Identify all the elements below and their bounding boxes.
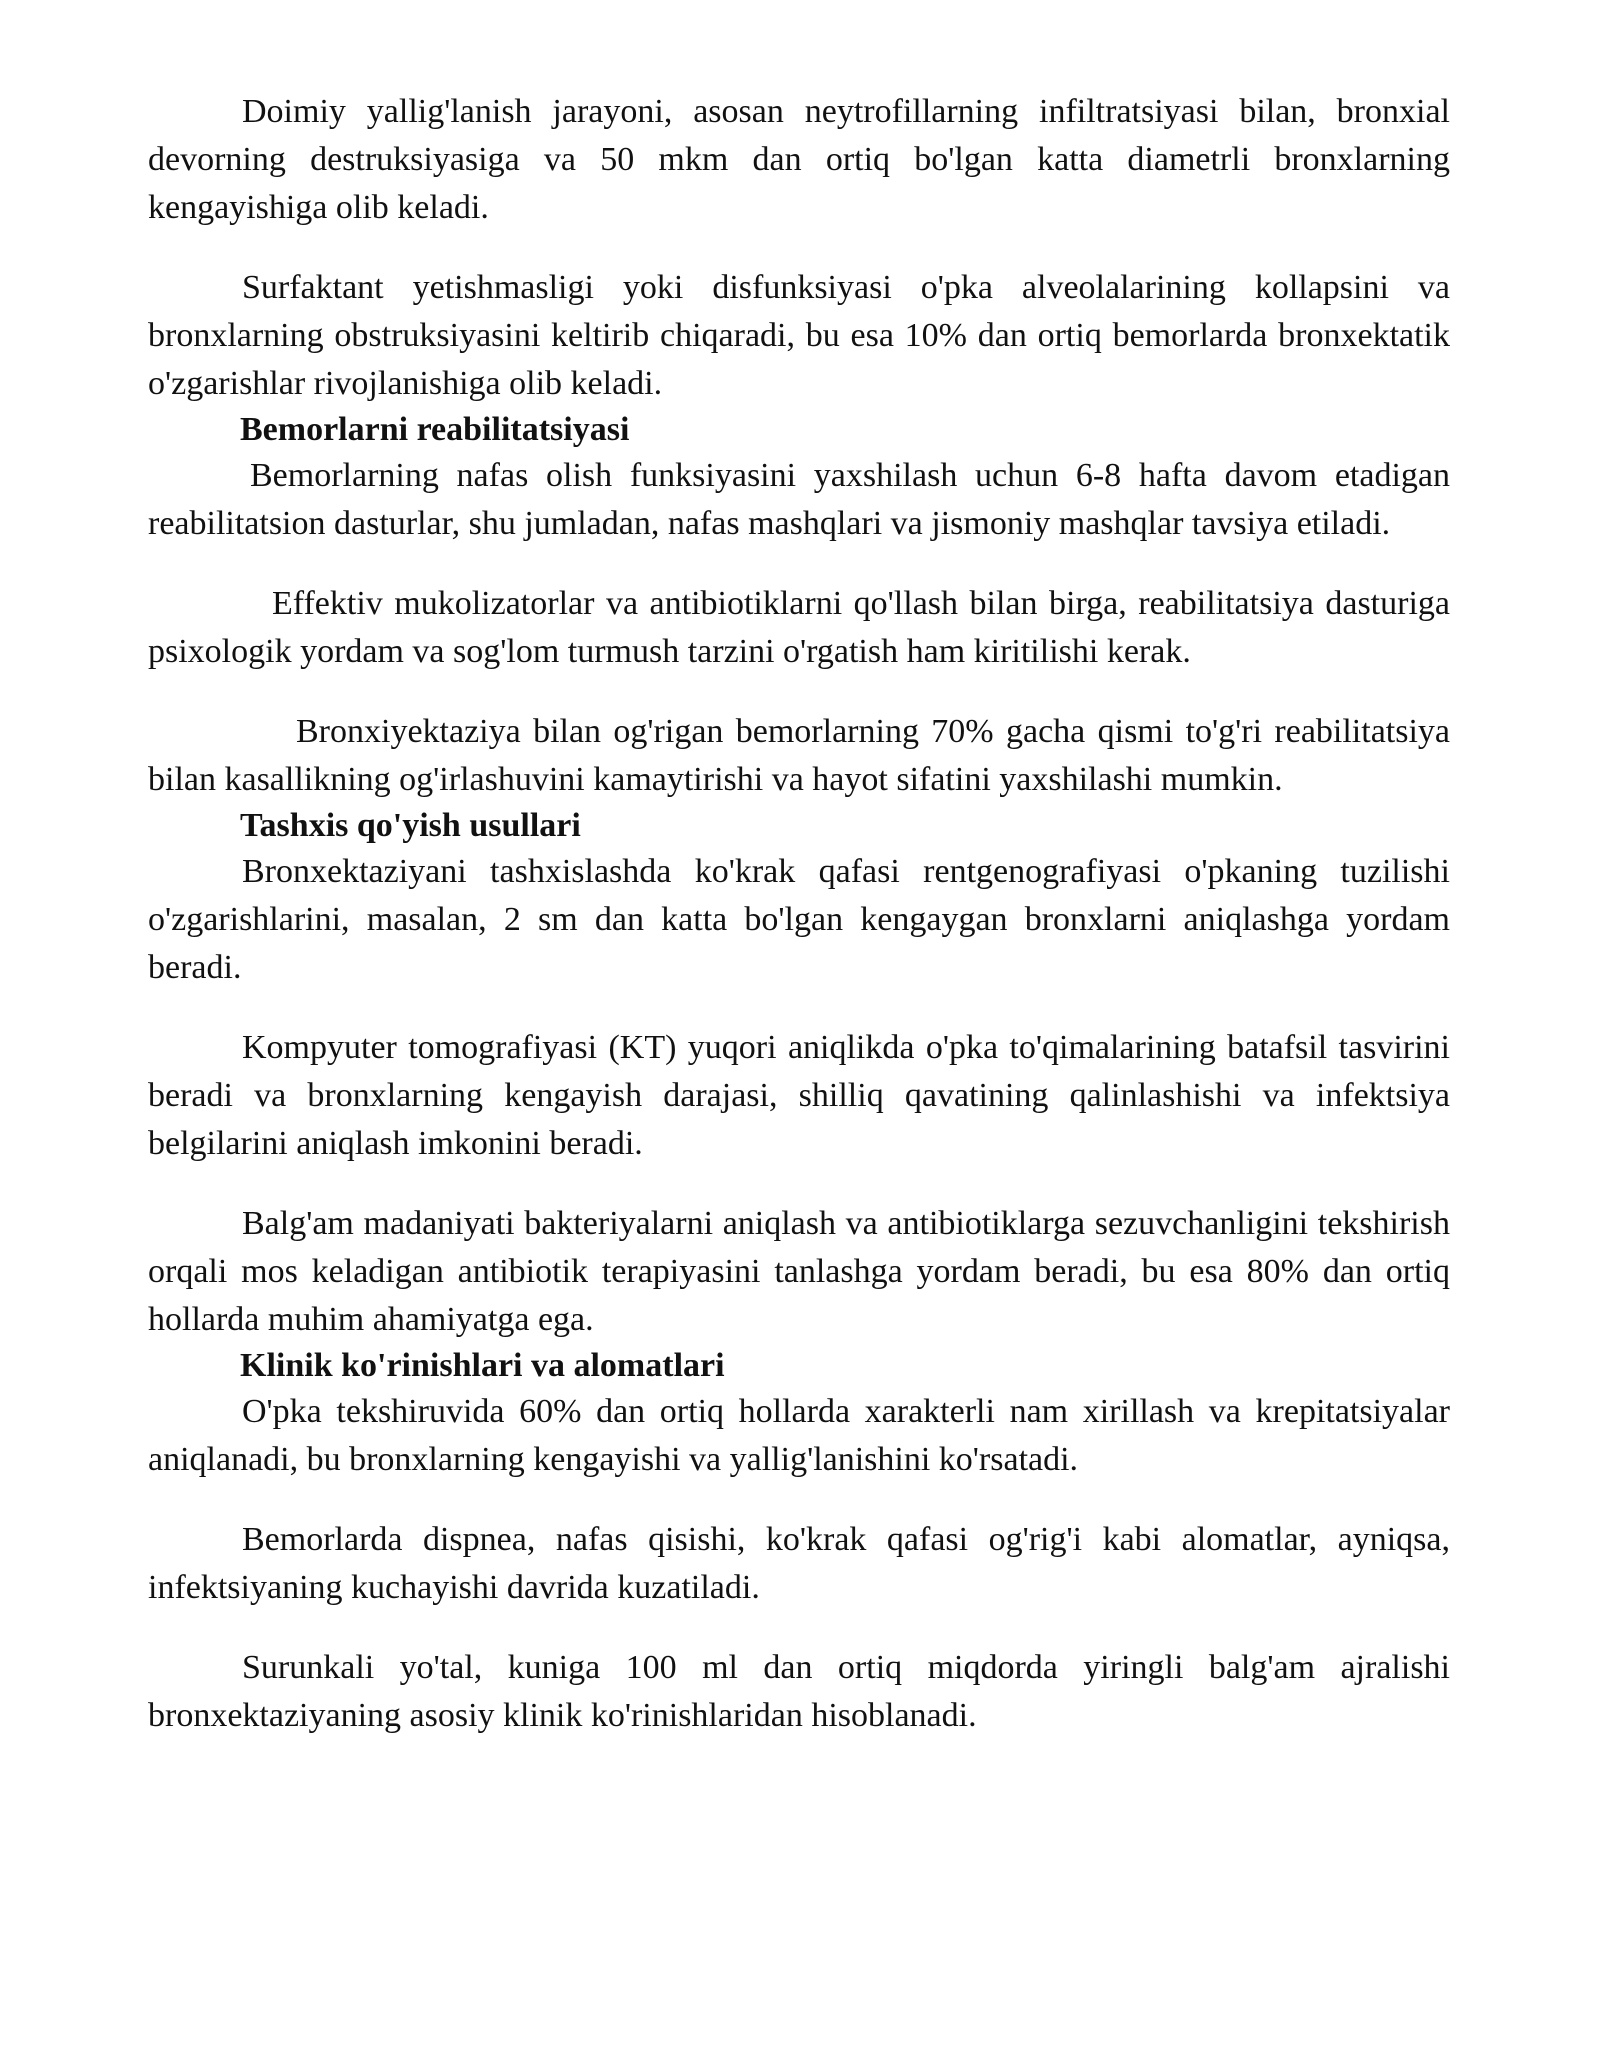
paragraph-chronic-cough: Surunkali yo'tal, kuniga 100 ml dan ortiq miqdorda yiringli balg'am ajralishi bronxektaziyaning asosiy klinik ko'rinishlaridan hisoblanadi.: [148, 1649, 1450, 1734]
paragraph-surfactant: Surfaktant yetishmasligi yoki disfunksiyasi o'pka alveolalarining kollapsini va bronxlarning obstruksiyasini keltirib chiqaradi, bu esa 10% dan ortiq bemorlarda bronxektatik o'zgarishlar rivojlanishiga olib keladi.: [148, 269, 1450, 402]
paragraph-ct: Kompyuter tomografiyasi (KT) yuqori aniqlikda o'pka to'qimalarining batafsil tasvirini beradi va bronxlarning kengayish darajasi, shilliq qavatining qalinlashishi va infektsiya belgilarini aniqlash imkonini beradi.: [148, 1029, 1450, 1162]
paragraph-mucolytics: Effektiv mukolizatorlar va antibiotiklarni qo'llash bilan birga, reabilitatsiya dasturiga psixologik yordam va sog'lom turmush tarzini o'rgatish ham kiritilishi kerak.: [148, 585, 1450, 670]
heading-clinical-signs: Klinik ko'rinishlari va alomatlari: [240, 1347, 725, 1384]
paragraph-sputum-culture: Balg'am madaniyati bakteriyalarni aniqlash va antibiotiklarga sezuvchanligini tekshirish orqali mos keladigan antibiotik terapiyasini tanlashga yordam beradi, bu esa 80% dan ortiq hollarda muhim ahamiyatga ega.: [148, 1205, 1450, 1338]
paragraph-rehab-programs: Bemorlarning nafas olish funksiyasini yaxshilash uchun 6-8 hafta davom etadigan reabilitatsion dasturlar, shu jumladan, nafas mashqlari va jismoniy mashqlar tavsiya etiladi.: [148, 457, 1450, 542]
document-page: [148, 88, 1450, 1740]
paragraph-xray: Bronxektaziyani tashxislashda ko'krak qafasi rentgenografiyasi o'pkaning tuzilishi o'zgarishlarini, masalan, 2 sm dan katta bo'lgan kengaygan bronxlarni aniqlashga yordam beradi.: [148, 853, 1450, 986]
paragraph-inflammation: Doimiy yallig'lanish jarayoni, asosan neytrofillarning infiltratsiyasi bilan, bronxial devorning destruksiyasiga va 50 mkm dan ortiq bo'lgan katta diametrli bronxlarning kengayishiga olib keladi.: [148, 93, 1450, 226]
paragraph-quality-of-life: Bronxiyektaziya bilan og'rigan bemorlarning 70% gacha qismi to'g'ri reabilitatsiya bilan kasallikning og'irlashuvini kamaytirishi va hayot sifatini yaxshilashi mumkin.: [148, 713, 1450, 798]
paragraph-auscultation: O'pka tekshiruvida 60% dan ortiq hollarda xarakterli nam xirillash va krepitatsiyalar aniqlanadi, bu bronxlarning kengayishi va yallig'lanishini ko'rsatadi.: [148, 1393, 1450, 1478]
heading-diagnosis: Tashxis qo'yish usullari: [240, 807, 581, 844]
paragraph-dyspnea: Bemorlarda dispnea, nafas qisishi, ko'krak qafasi og'rig'i kabi alomatlar, ayniqsa, infektsiyaning kuchayishi davrida kuzatiladi.: [148, 1521, 1450, 1606]
heading-rehabilitation: Bemorlarni reabilitatsiyasi: [240, 411, 630, 448]
